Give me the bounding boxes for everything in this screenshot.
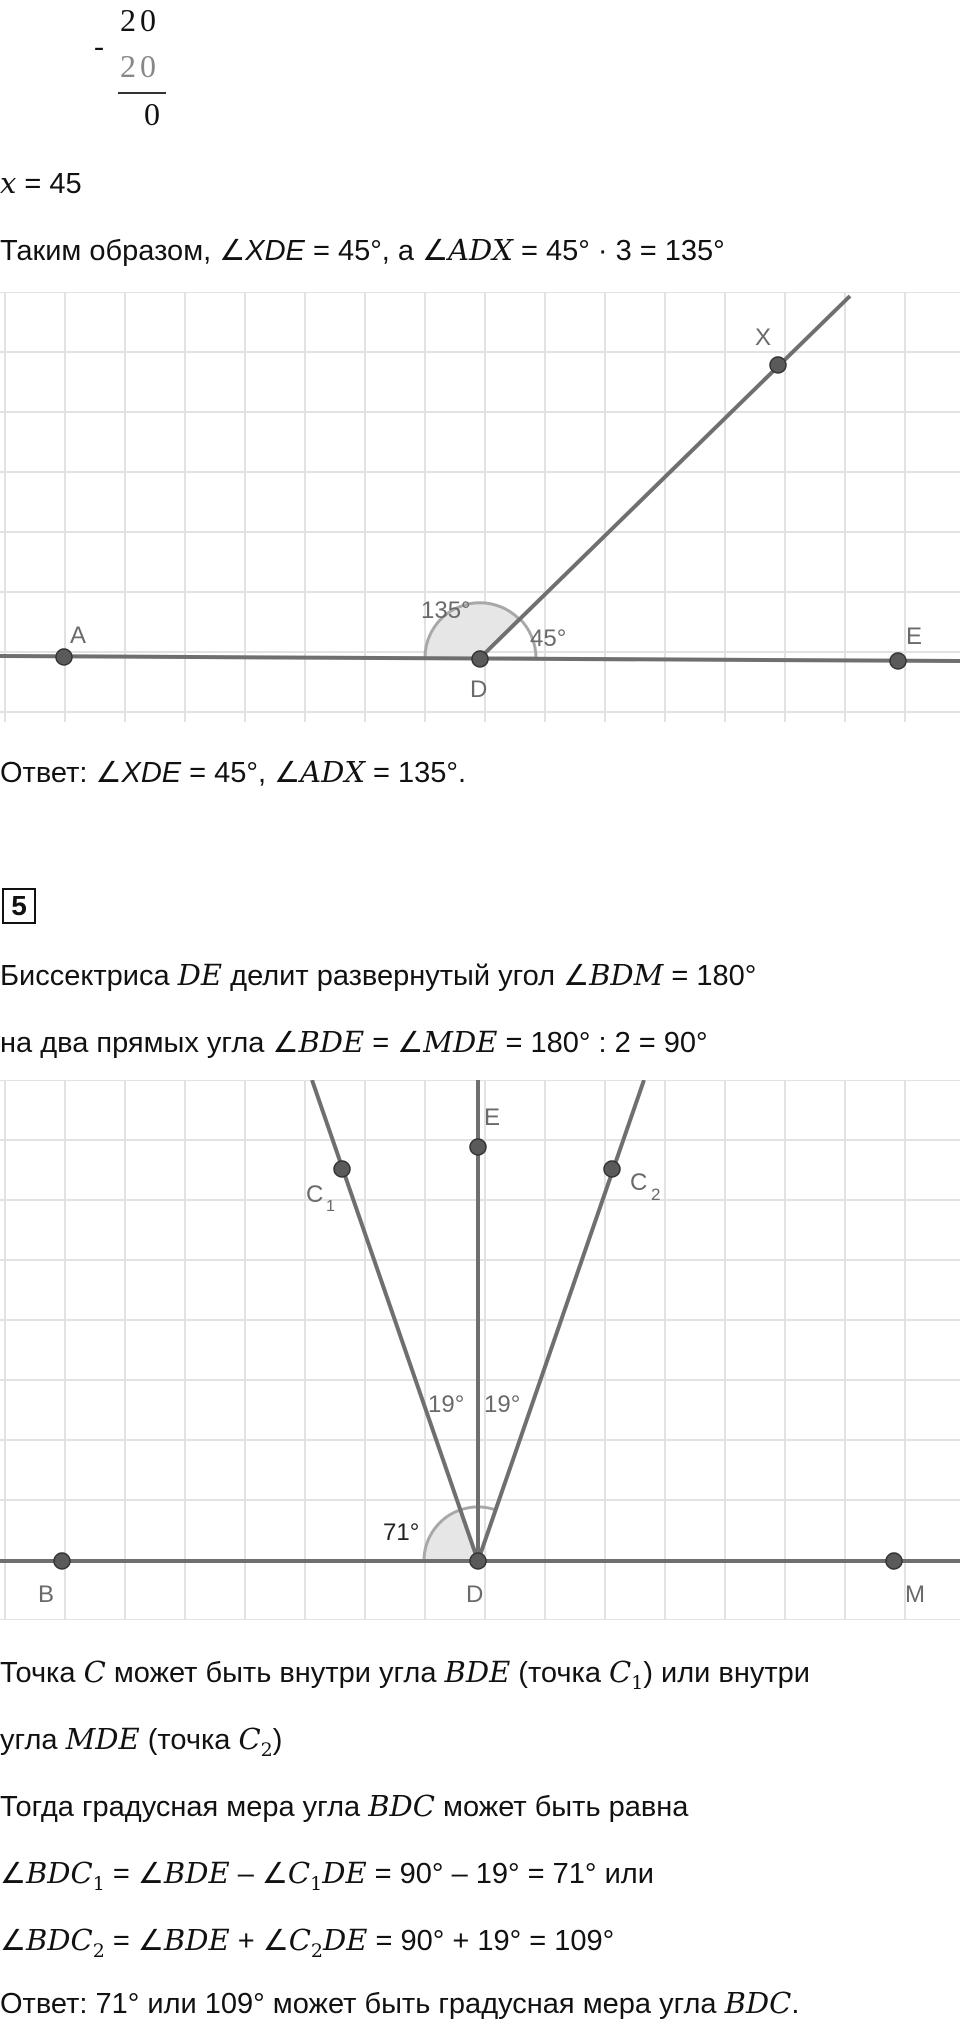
label-c1-sub: 1 (326, 1198, 335, 1215)
point-e (890, 653, 906, 669)
figure-angle-adx (0, 292, 960, 722)
dividend: 20 (120, 2, 160, 38)
point-c-line-2: угла MDE (точка $C_2$) (0, 1722, 283, 1761)
label-b: B (38, 1581, 55, 1608)
label-x: X (755, 324, 772, 351)
label-c1: C (306, 1181, 324, 1208)
x-value: x = 45 (0, 166, 82, 200)
conclusion-line: Таким образом, ∠XDE = 45°, а ∠ADX = 45° · 3 = 135° (0, 233, 725, 267)
answer-5: Ответ: 71° или 109° может быть градусная мера угла BDC. (0, 1986, 800, 2020)
bisector-line-2: на два прямых угла ∠BDE = ∠MDE = 180° : 2 = 90° (0, 1025, 708, 1059)
label-c2-sub: 2 (651, 1185, 661, 1204)
measure-line-2: $\angle BDC_1$ = ∠BDE – $\angle C_1DE = 90^\circ - 19^\circ = 71^\circ$ или (0, 1856, 654, 1895)
label-angle-45: 45° (530, 625, 567, 652)
point-c-line-1: Точка C может быть внутри угла BDE (точка $C_1$) или внутри (0, 1655, 810, 1694)
measure-line-3: $\angle BDC_2$ = ∠BDE + $\angle C_2DE = 90^\circ + 19^\circ = 109^\circ$ (0, 1923, 615, 1962)
point-e2 (470, 1139, 486, 1155)
label-angle-19-left: 19° (428, 1391, 465, 1418)
label-angle-71: 71° (383, 1519, 420, 1546)
label-e: E (906, 623, 923, 650)
subtrahend: 20 (120, 48, 160, 84)
label-e2: E (484, 1104, 501, 1131)
remainder: 0 (144, 96, 164, 132)
point-d (472, 651, 488, 667)
measure-line-1: Тогда градусная мера угла BDC может быть равна (0, 1789, 689, 1823)
label-d: D (470, 676, 488, 703)
point-b (54, 1553, 70, 1569)
long-division (90, 0, 180, 140)
division-rule (118, 92, 166, 94)
point-d2 (470, 1553, 486, 1569)
answer-4: Ответ: ∠XDE = 45°, ∠ADX = 135°. (0, 755, 467, 789)
point-a (56, 649, 72, 665)
figure-angle-bdc (0, 1080, 960, 1620)
bisector-line-1: Биссектриса DE делит развернутый угол ∠BDM = 180° (0, 958, 757, 992)
point-x (770, 357, 786, 373)
label-angle-19-right: 19° (484, 1391, 521, 1418)
label-a: A (70, 622, 87, 649)
label-m: M (905, 1581, 925, 1608)
problem-number: 5 (2, 888, 36, 924)
point-m (886, 1553, 902, 1569)
point-c2 (604, 1161, 620, 1177)
minus-sign: - (94, 30, 108, 63)
point-c1 (334, 1161, 350, 1177)
label-d2: D (466, 1581, 484, 1608)
label-angle-135: 135° (421, 597, 471, 624)
label-c2: C (630, 1169, 648, 1196)
